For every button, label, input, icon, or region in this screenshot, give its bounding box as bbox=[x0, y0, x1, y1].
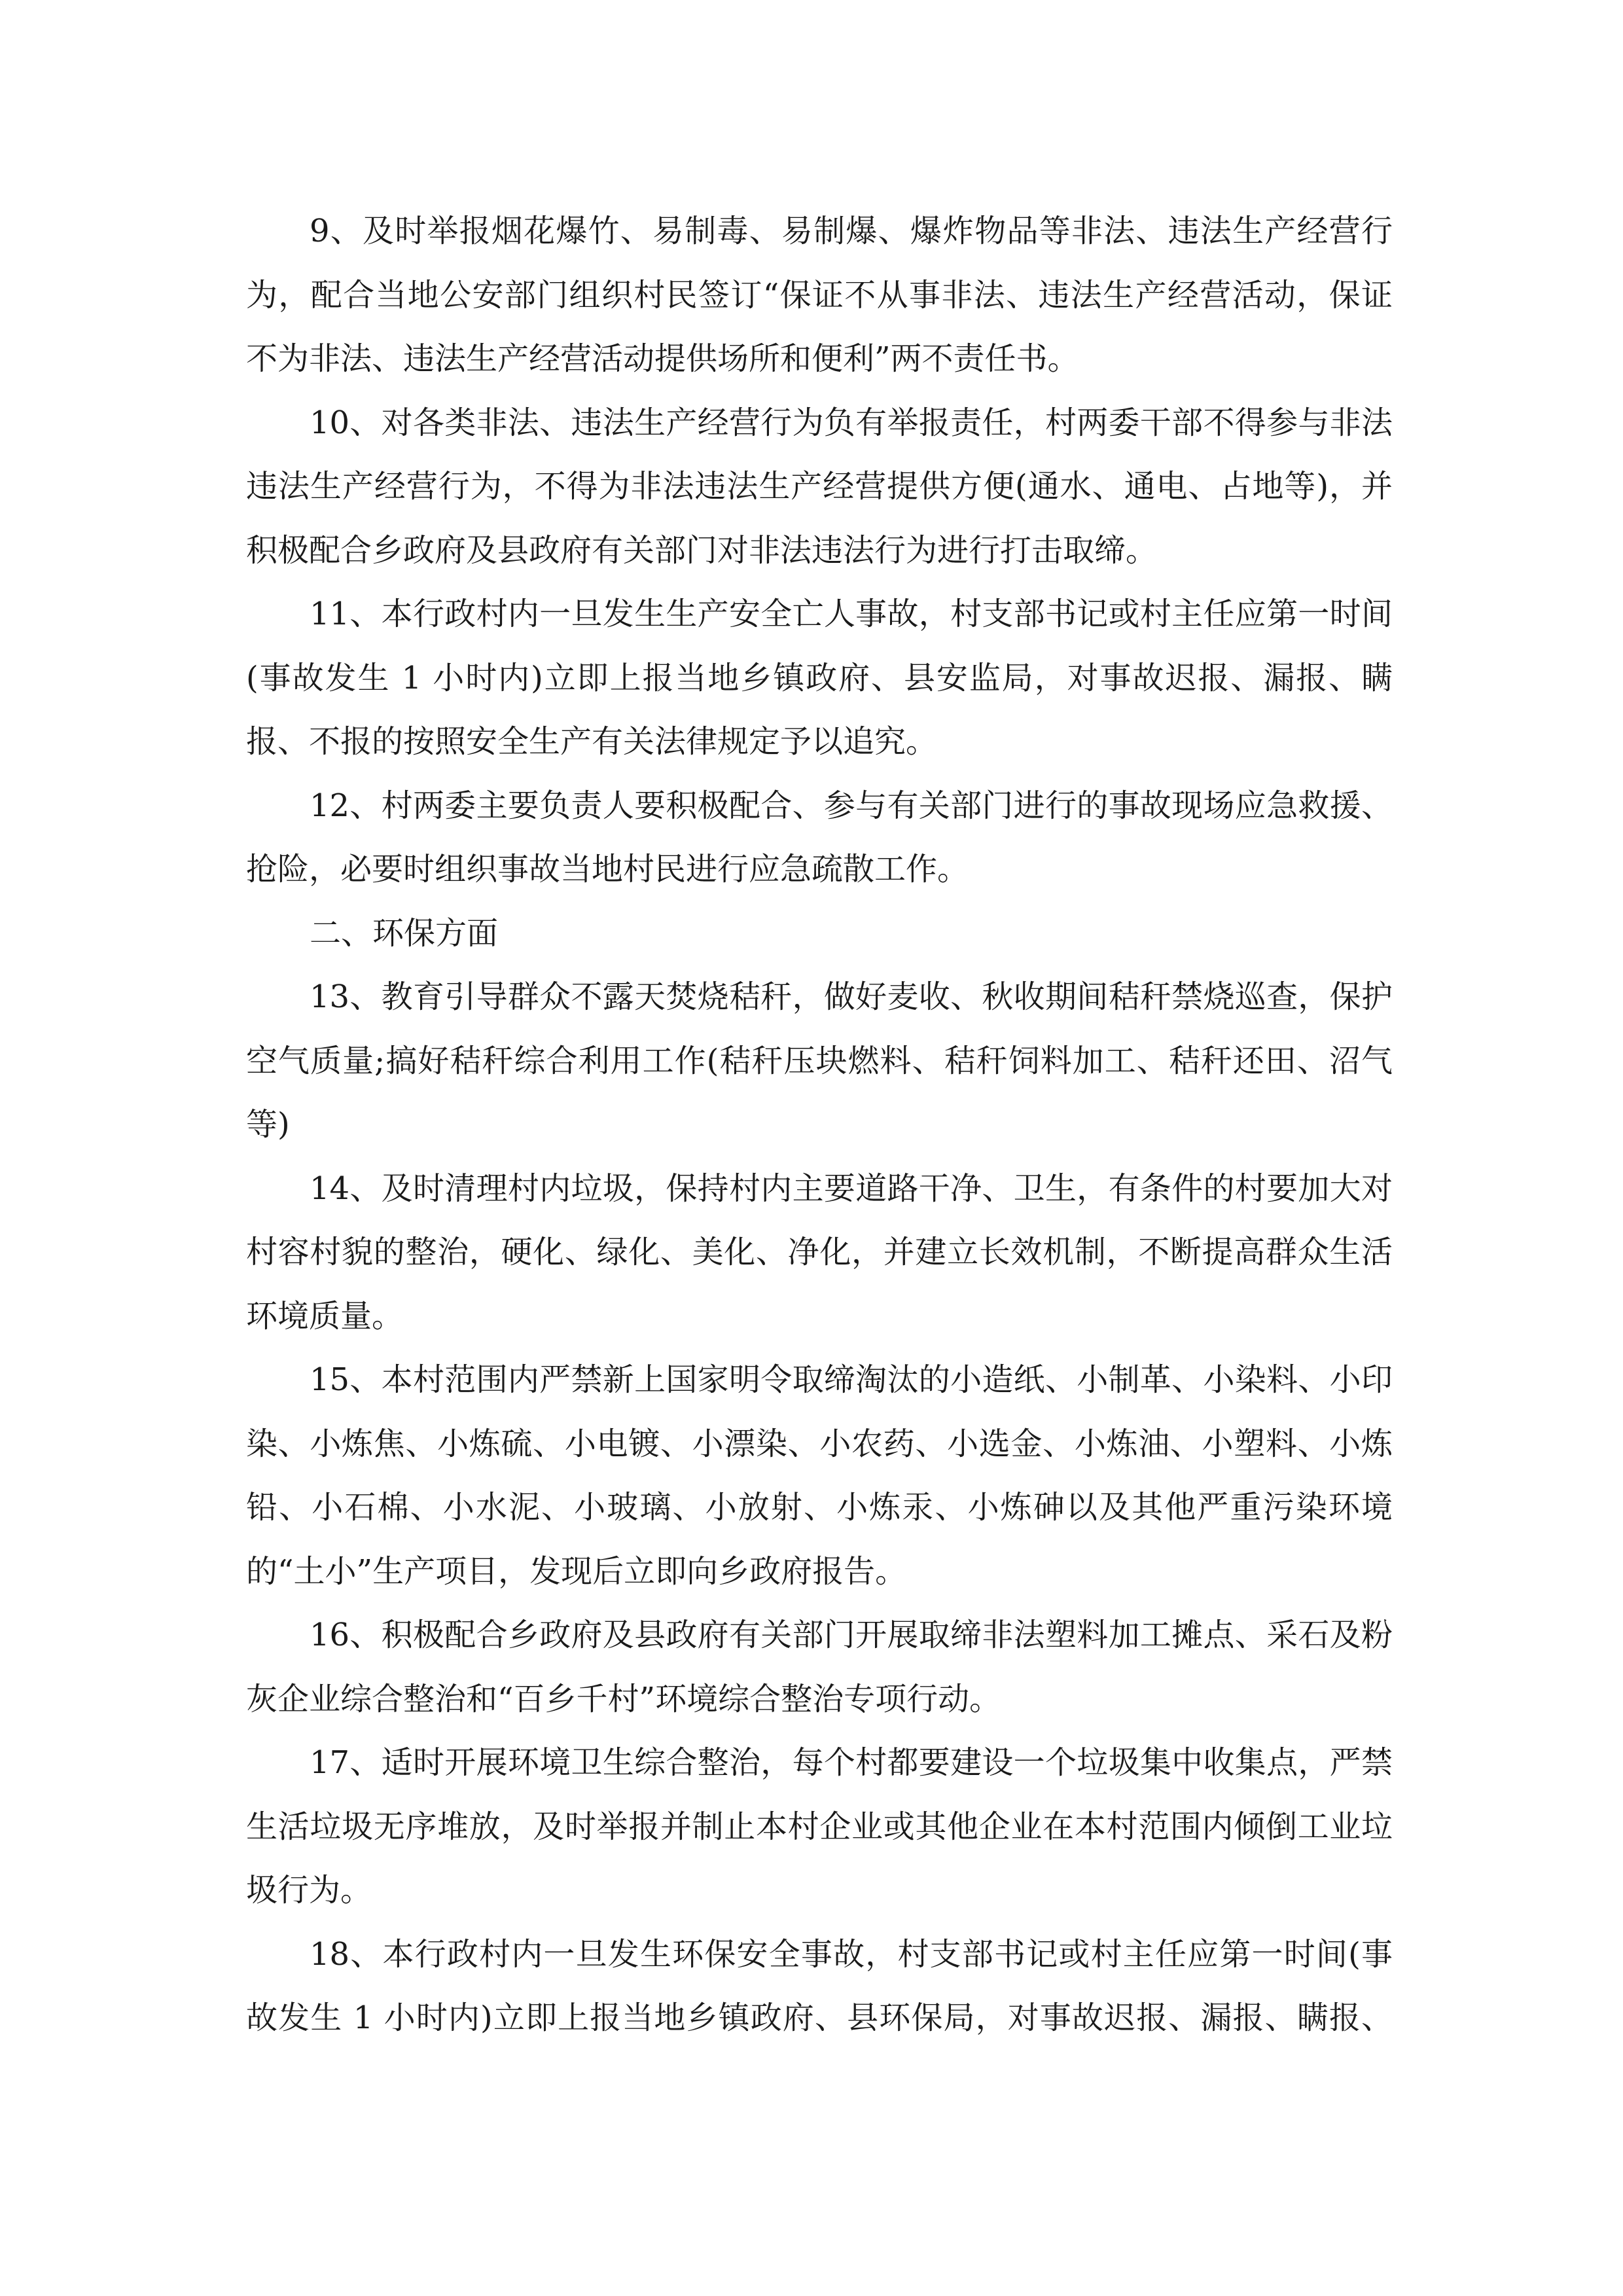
paragraph-item-15: 15、本村范围内严禁新上国家明令取缔淘汰的小造纸、小制革、小染料、小印染、小炼焦、小炼硫、小电镀、小漂染、小农药、小选金、小炼油、小塑料、小炼铅、小石棉、小水泥、小玻璃、小放射、小炼汞、小炼砷以及其他严重污染环境的“土小”生产项目，发现后立即向乡政府报告。 bbox=[246, 1361, 1393, 1590]
paragraph-item-10: 10、对各类非法、违法生产经营行为负有举报责任，村两委干部不得参与非法违法生产经营行为，不得为非法违法生产经营提供方便(通水、通电、占地等)，并积极配合乡政府及县政府有关部门对非法违法行为进行打击取缔。 bbox=[246, 404, 1393, 569]
paragraph-item-18: 18、本行政村内一旦发生环保安全事故，村支部书记或村主任应第一时间(事故发生 1 小时内)立即上报当地乡镇政府、县环保局，对事故迟报、漏报、瞒报、 bbox=[246, 1935, 1393, 2036]
section-heading-environment: 二、环保方面 bbox=[310, 914, 499, 952]
paragraph-item-9: 9、及时举报烟花爆竹、易制毒、易制爆、爆炸物品等非法、违法生产经营行为，配合当地公安部门组织村民签订“保证不从事非法、违法生产经营活动，保证不为非法、违法生产经营活动提供场所和便利”两不责任书。 bbox=[246, 213, 1393, 377]
document-body bbox=[246, 200, 1393, 2051]
paragraph-item-13: 13、教育引导群众不露天焚烧秸秆，做好麦收、秋收期间秸秆禁烧巡查，保护空气质量;搞好秸秆综合利用工作(秸秆压块燃料、秸秆饲料加工、秸秆还田、沼气等) bbox=[246, 978, 1393, 1143]
paragraph-item-17: 17、适时开展环境卫生综合整治，每个村都要建设一个垃圾集中收集点，严禁生活垃圾无序堆放，及时举报并制止本村企业或其他企业在本村范围内倾倒工业垃圾行为。 bbox=[246, 1744, 1393, 1909]
paragraph-item-12: 12、村两委主要负责人要积极配合、参与有关部门进行的事故现场应急救援、抢险，必要时组织事故当地村民进行应急疏散工作。 bbox=[246, 787, 1393, 888]
paragraph-item-11: 11、本行政村内一旦发生生产安全亡人事故，村支部书记或村主任应第一时间(事故发生 1 小时内)立即上报当地乡镇政府、县安监局，对事故迟报、漏报、瞒报、不报的按照安全生产有关法律规定予以追究。 bbox=[246, 596, 1393, 760]
paragraph-item-14: 14、及时清理村内垃圾，保持村内主要道路干净、卫生，有条件的村要加大对村容村貌的整治，硬化、绿化、美化、净化，并建立长效机制，不断提高群众生活环境质量。 bbox=[246, 1170, 1393, 1335]
paragraph-item-16: 16、积极配合乡政府及县政府有关部门开展取缔非法塑料加工摊点、采石及粉灰企业综合整治和“百乡千村”环境综合整治专项行动。 bbox=[246, 1617, 1393, 1717]
